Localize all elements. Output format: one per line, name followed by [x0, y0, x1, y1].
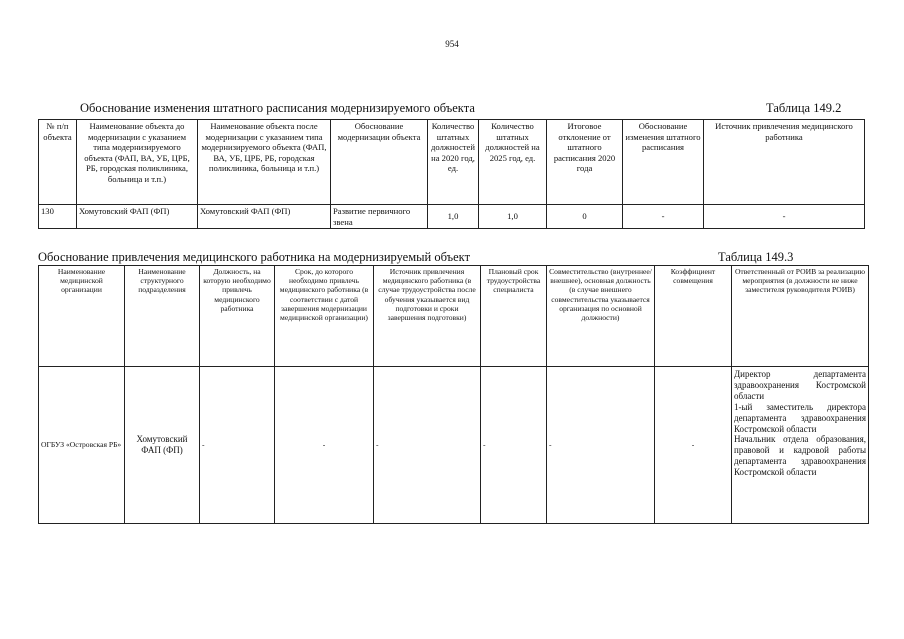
- table2-cell-position: -: [200, 367, 275, 524]
- responsible-line: Начальник отдела образования, правовой и кадровой работы департамента здравоохранения Костромской области: [734, 434, 866, 478]
- table2-cell-responsible: [732, 367, 869, 524]
- table-row: [39, 205, 865, 229]
- table2-header-row: [39, 266, 869, 367]
- table1-header-before: Наименование объекта до модернизации с указанием типа модернизируемого объекта (ФАП, ВА, УБ, ЦРБ, РБ, городская поликлиника, больница и т.п.): [77, 120, 198, 205]
- table2-header-responsible: Ответственный от РОИВ за реализацию мероприятия (в должности не ниже заместителя руководителя РОИВ): [732, 266, 869, 367]
- table1-header-row: [39, 120, 865, 205]
- table-row: [39, 367, 869, 524]
- table1-header-deviation: Итоговое отклонение от штатного расписания 2020 года: [547, 120, 623, 205]
- table1-cell-reason: Развитие первичного звена: [331, 205, 428, 229]
- table2-header-combination: Совместительство (внутреннее/внешнее), основная должность (в случае внешнего совместительства указывается организация по основной должности): [547, 266, 655, 367]
- table2-header-unit: Наименование структурного подразделения: [125, 266, 200, 367]
- table1-header-staff-2025: Количество штатных должностей на 2025 год, ед.: [479, 120, 547, 205]
- table1-cell-before: Хомутовский ФАП (ФП): [77, 205, 198, 229]
- responsible-line: Директор департамента здравоохранения Костромской области: [734, 369, 866, 401]
- worker-attraction-table: [38, 265, 869, 524]
- table1-label: Таблица 149.2: [766, 101, 842, 115]
- table1-cell-after: Хомутовский ФАП (ФП): [198, 205, 331, 229]
- table1-cell-num: 130: [39, 205, 77, 229]
- table2-cell-source: -: [374, 367, 481, 524]
- table2-label: Таблица 149.3: [718, 250, 794, 264]
- table1-cell-staff-2025: 1,0: [479, 205, 547, 229]
- table2-cell-deadline: -: [275, 367, 374, 524]
- table1-cell-deviation: 0: [547, 205, 623, 229]
- table1-header-after: Наименование объекта после модернизации с указанием типа модернизируемого объекта (ФАП, ВА, УБ, ЦРБ, РБ, городская поликлиника, больница и т.п.): [198, 120, 331, 205]
- table1-cell-staff-2020: 1,0: [428, 205, 479, 229]
- table2-title: Обоснование привлечения медицинского работника на модернизируемый объект: [38, 250, 471, 264]
- table1-header-source: Источник привлечения медицинского работника: [704, 120, 865, 205]
- table2-cell-combination: -: [547, 367, 655, 524]
- table1-header-justification: Обоснование изменения штатного расписания: [623, 120, 704, 205]
- table2-header-deadline: Срок, до которого необходимо привлечь медицинского работника (в соответствии с датой завершения модернизации медицинской организации): [275, 266, 374, 367]
- table2-cell-coefficient: -: [655, 367, 732, 524]
- table1-title: Обоснование изменения штатного расписания модернизируемого объекта: [80, 101, 475, 115]
- table2-header-source: Источник привлечения медицинского работника (в случае трудоустройства после обучения указывается вид подготовки и сроки завершения подготовки): [374, 266, 481, 367]
- table2-header-position: Должность, на которую необходимо привлечь медицинского работника: [200, 266, 275, 367]
- table2-header-coefficient: Коэффициент совмещения: [655, 266, 732, 367]
- table2-cell-planned: -: [481, 367, 547, 524]
- staffing-justification-table: [38, 119, 865, 229]
- table1-header-reason: Обоснование модернизации объекта: [331, 120, 428, 205]
- table1-cell-justification: -: [623, 205, 704, 229]
- responsible-line: 1-ый заместитель директора департамента здравоохранения Костромской области: [734, 401, 866, 434]
- table2-cell-org: ОГБУЗ «Островская РБ»: [39, 367, 125, 524]
- page-number: 954: [445, 39, 459, 49]
- table2-cell-unit: Хомутовский ФАП (ФП): [125, 367, 200, 524]
- table1-header-staff-2020: Количество штатных должностей на 2020 год, ед.: [428, 120, 479, 205]
- table1-header-num: № п/п объекта: [39, 120, 77, 205]
- table1-cell-source: -: [704, 205, 865, 229]
- table2-header-planned: Плановый срок трудоустройства специалиста: [481, 266, 547, 367]
- table2-header-org: Наименование медицинской организации: [39, 266, 125, 367]
